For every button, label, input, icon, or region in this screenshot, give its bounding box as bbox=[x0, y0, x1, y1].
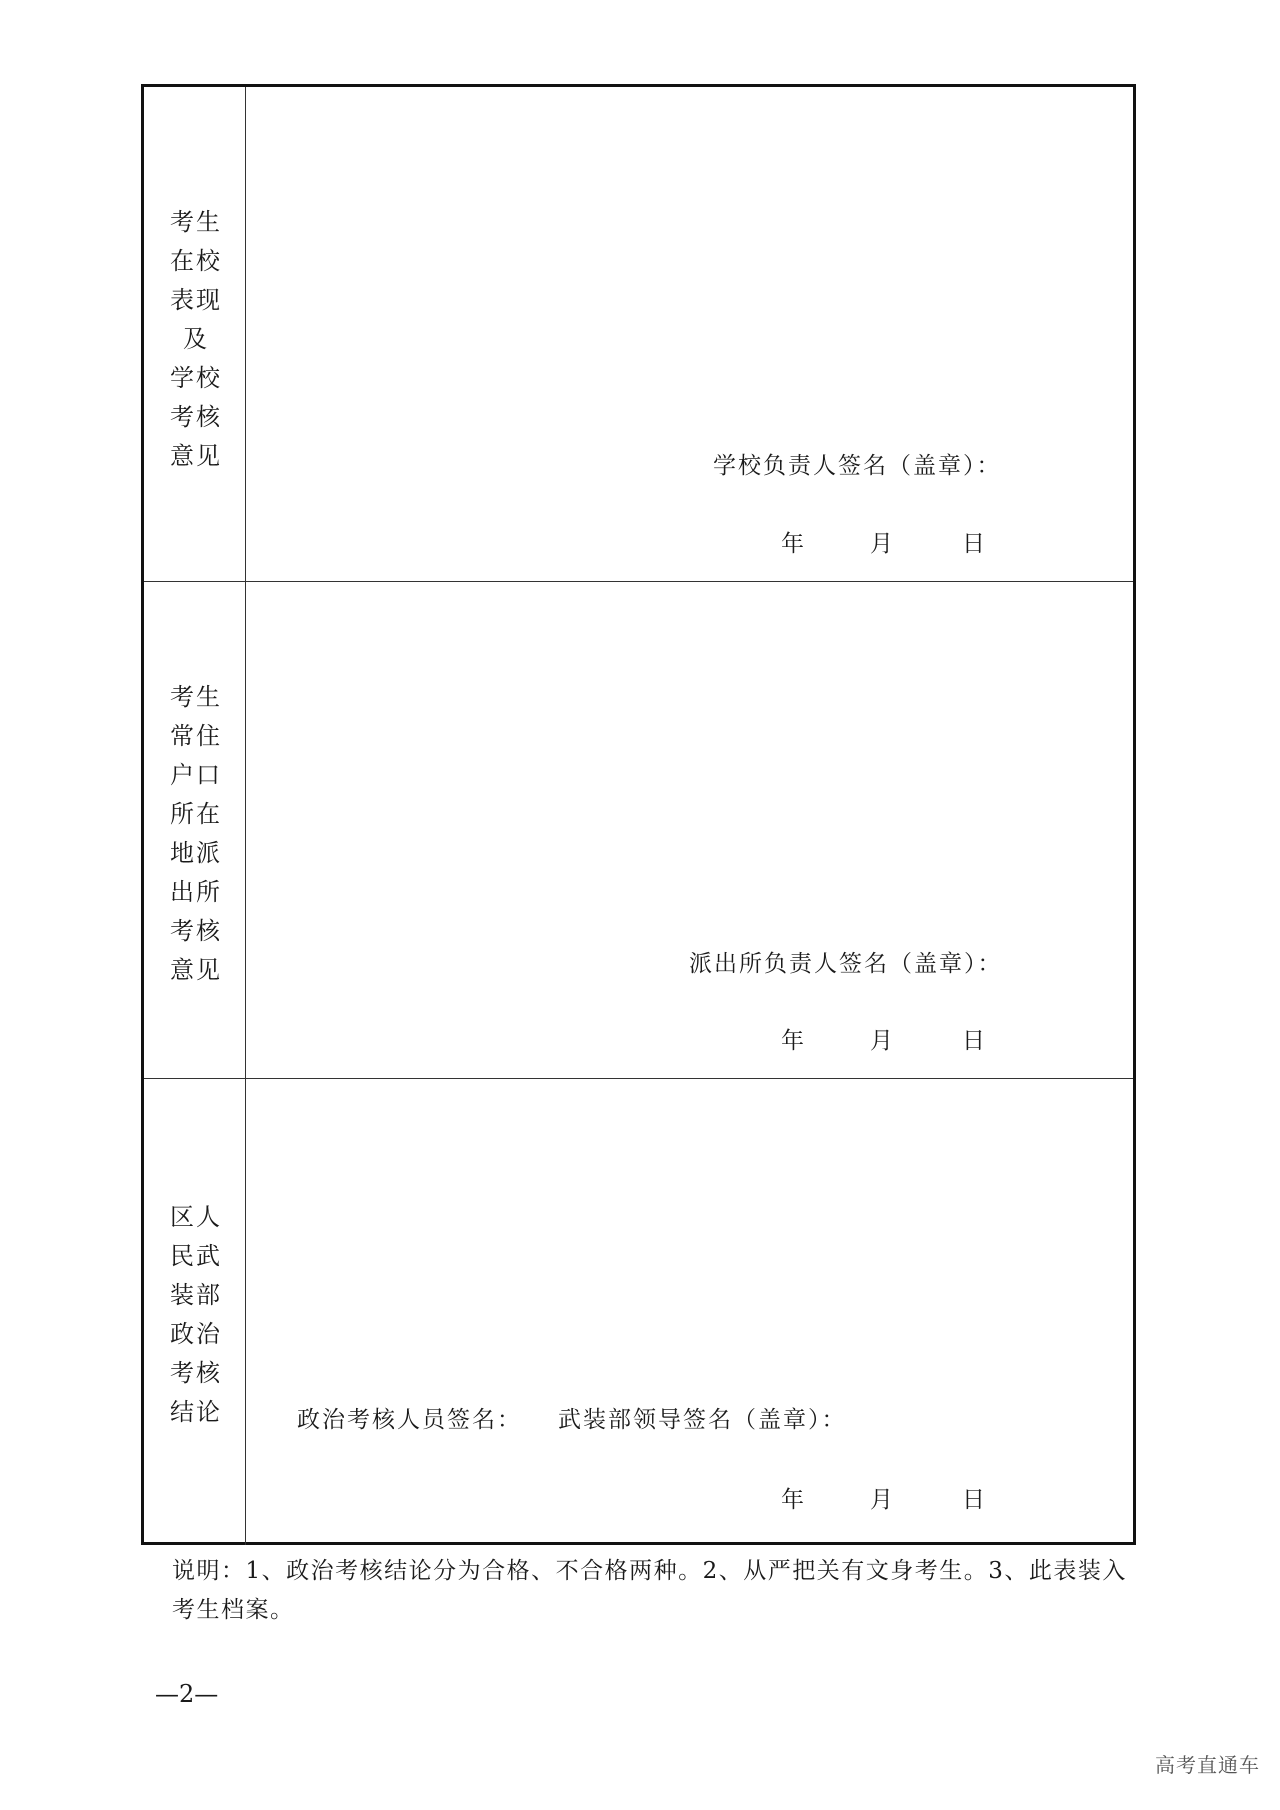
form-note: 说明：1、政治考核结论分为合格、不合格两种。2、从严把关有文身考生。3、此表装入考生档案。 bbox=[172, 1558, 1127, 1623]
label-line: 政治 bbox=[170, 1320, 222, 1348]
column-divider bbox=[245, 582, 246, 1078]
date-day: 日 bbox=[962, 531, 985, 557]
label-line: 考核 bbox=[170, 917, 222, 945]
label-line: 户口 bbox=[170, 761, 222, 789]
date-year: 年 bbox=[781, 1028, 804, 1054]
school-review-label bbox=[166, 203, 226, 476]
review-form-table bbox=[141, 84, 1136, 1545]
label-line: 民武 bbox=[170, 1242, 222, 1270]
date-month: 月 bbox=[870, 1028, 893, 1054]
label-line: 常住 bbox=[170, 722, 222, 750]
armed-forces-leader-signature-label: 武装部领导签名（盖章）： bbox=[558, 1407, 847, 1433]
label-line: 考生 bbox=[170, 683, 222, 711]
label-line: 区人 bbox=[170, 1203, 222, 1231]
date-day: 日 bbox=[962, 1028, 985, 1054]
label-line: 表现 bbox=[170, 286, 222, 314]
label-line: 所在 bbox=[170, 800, 222, 828]
date-month: 月 bbox=[870, 1487, 893, 1513]
police-review-label bbox=[166, 678, 226, 990]
school-review-section bbox=[144, 87, 1133, 582]
label-line: 意见 bbox=[170, 956, 222, 984]
watermark: 高考直通车 bbox=[1155, 1753, 1260, 1777]
label-line: 考核 bbox=[170, 1359, 222, 1387]
label-line: 在校 bbox=[170, 247, 222, 275]
column-divider bbox=[245, 1079, 246, 1545]
label-line: 及 bbox=[183, 325, 209, 353]
label-line: 考生 bbox=[170, 208, 222, 236]
page-number: —2— bbox=[155, 1680, 219, 1708]
police-review-section bbox=[144, 582, 1133, 1079]
label-line: 地派 bbox=[170, 839, 222, 867]
label-line: 意见 bbox=[170, 442, 222, 470]
date-year: 年 bbox=[781, 1487, 804, 1513]
armed-forces-conclusion-label bbox=[166, 1198, 226, 1432]
reviewer-signature-label: 政治考核人员签名： bbox=[297, 1407, 522, 1433]
date-year: 年 bbox=[781, 531, 804, 557]
school-signature-label: 学校负责人签名（盖章）： bbox=[713, 453, 1002, 479]
armed-forces-conclusion-section bbox=[144, 1079, 1133, 1545]
label-line: 装部 bbox=[170, 1281, 222, 1309]
label-line: 结论 bbox=[170, 1398, 222, 1426]
column-divider bbox=[245, 87, 246, 581]
label-line: 考核 bbox=[170, 403, 222, 431]
date-day: 日 bbox=[962, 1487, 985, 1513]
police-signature-label: 派出所负责人签名（盖章）： bbox=[689, 951, 1003, 977]
date-month: 月 bbox=[870, 531, 893, 557]
label-line: 出所 bbox=[170, 878, 222, 906]
label-line: 学校 bbox=[170, 364, 222, 392]
